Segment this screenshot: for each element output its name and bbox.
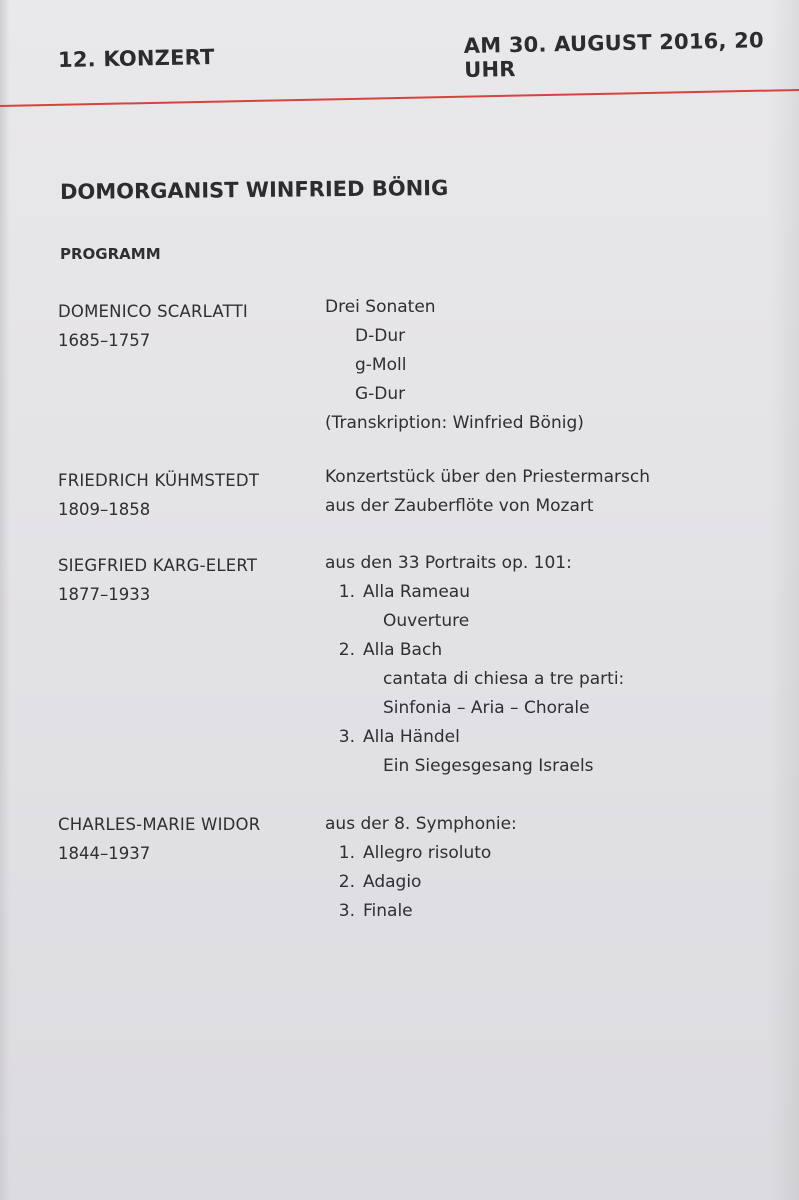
section-label: PROGRAMM: [60, 245, 161, 263]
header-rule: [0, 89, 799, 107]
work-line: aus den 33 Portraits op. 101:: [325, 553, 572, 573]
work-line: D-Dur: [355, 326, 406, 346]
work-block-4: [325, 810, 517, 926]
work-line: Sinfonia – Aria – Chorale: [383, 698, 590, 718]
item-title: Adagio: [363, 872, 422, 892]
concert-number: 12. KONZERT: [57, 44, 215, 72]
work-line-numbered: [325, 868, 517, 897]
composer-block-1: [58, 297, 248, 355]
page-right-shadow: [769, 0, 799, 1200]
item-title: Allegro risoluto: [363, 843, 492, 863]
work-block-1: [325, 293, 584, 438]
composer-name: SIEGFRIED KARG-ELERT: [58, 556, 258, 575]
work-line-numbered: [325, 578, 624, 607]
item-title: Alla Rameau: [363, 582, 470, 602]
page-edge-shadow: [0, 0, 10, 1200]
work-line: G-Dur: [355, 384, 406, 404]
item-title: Finale: [363, 901, 413, 921]
item-number: 2.: [338, 640, 355, 660]
item-number: 1.: [338, 582, 355, 602]
item-title: Alla Bach: [363, 640, 443, 660]
item-number: 2.: [338, 872, 355, 892]
work-block-3: [325, 549, 624, 781]
composer-name: CHARLES-MARIE WIDOR: [58, 815, 261, 834]
work-line: aus der 8. Symphonie:: [325, 814, 517, 834]
composer-block-2: [58, 466, 259, 524]
composer-years: 1844–1937: [58, 844, 151, 863]
composer-name: FRIEDRICH KÜHMSTEDT: [58, 471, 260, 490]
work-line: Drei Sonaten: [325, 297, 436, 317]
work-line-numbered: [325, 897, 517, 926]
item-number: 3.: [338, 901, 355, 921]
work-line: Ein Siegesgesang Israels: [383, 756, 594, 776]
work-line: aus der Zauberflöte von Mozart: [325, 496, 594, 516]
composer-years: 1877–1933: [58, 585, 151, 604]
page-title: DOMORGANIST WINFRIED BÖNIG: [59, 175, 449, 204]
item-number: 3.: [338, 727, 355, 747]
item-number: 1.: [338, 843, 355, 863]
work-line: g-Moll: [355, 355, 407, 375]
concert-date-time: AM 30. AUGUST 2016, 20 UHR: [463, 28, 764, 82]
work-block-2: [325, 463, 650, 521]
composer-years: 1685–1757: [58, 331, 151, 350]
composer-block-4: [58, 810, 260, 868]
composer-name: DOMENICO SCARLATTI: [58, 302, 248, 321]
composer-years: 1809–1858: [58, 500, 151, 519]
work-line: (Transkription: Winfried Bönig): [325, 413, 584, 433]
work-line: Konzertstück über den Priestermarsch: [325, 467, 650, 487]
work-line-numbered: [325, 723, 624, 752]
work-line: Ouverture: [383, 611, 470, 631]
work-line: cantata di chiesa a tre parti:: [383, 669, 625, 689]
item-title: Alla Händel: [363, 727, 460, 747]
work-line-numbered: [325, 839, 517, 868]
work-line-numbered: [325, 636, 624, 665]
composer-block-3: [58, 551, 257, 609]
